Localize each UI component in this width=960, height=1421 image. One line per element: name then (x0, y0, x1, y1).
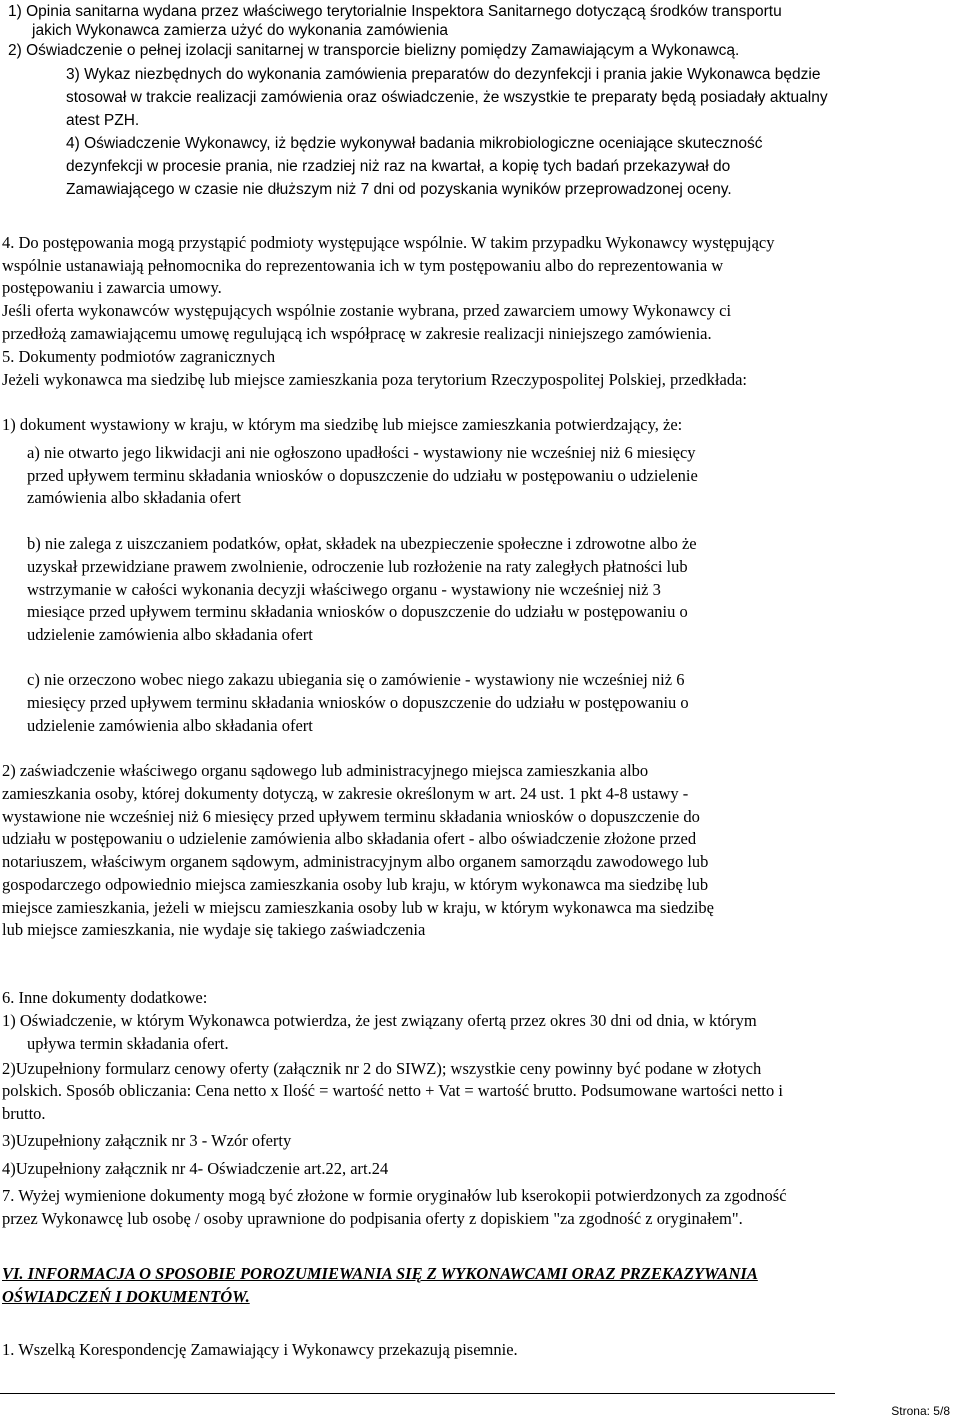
point-c-line-2: miesięcy przed upływem terminu składania wniosków o dopuszczenie do udziału w postępowaniu o (27, 693, 689, 712)
point-b-line-1: b) nie zalega z uiszczaniem podatków, opłat, składek na ubezpieczenie społeczne i zdrowotne albo że (27, 534, 697, 553)
page-number: Strona: 5/8 (891, 1404, 950, 1418)
section-5-point-2-line-8: lub miejsce zamieszkania, nie wydaje się takiego zaświadczenia (2, 920, 426, 939)
section-5-point-2-line-4: udziału w postępowaniu o udzielenie zamówienia albo składania ofert - albo oświadczenie złożone przed (2, 829, 697, 848)
section-7-line-1: 7. Wyżej wymienione dokumenty mogą być złożone w formie oryginałów lub kserokopii potwierdzonych za zgodność (2, 1186, 787, 1205)
item-3-line-1: 3) Wykaz niezbędnych do wykonania zamówienia preparatów do dezynfekcji i prania jakie Wykonawca będzie (66, 66, 821, 83)
section-5-point-2-line-3: wystawione nie wcześniej niż 6 miesięcy przed upływem terminu składania wniosków o dopuszczenie do (2, 807, 700, 826)
item-1-line-2: jakich Wykonawca zamierza użyć do wykonania zamówienia (32, 22, 448, 39)
point-a-line-2: przed upływem terminu składania wniosków o dopuszczenie do udziału w postępowaniu o udzielenie (27, 466, 698, 485)
section-5-point-2-line-6: gospodarczego odpowiednio miejsca zamieszkania osoby lub kraju, w którym wykonawca ma siedzibę lub (2, 875, 709, 894)
item-4-line-1: 4) Oświadczenie Wykonawcy, iż będzie wykonywał badania mikrobiologiczne oceniające skuteczność (66, 135, 763, 152)
section-6-item-2-line-1: 2)Uzupełniony formularz cenowy oferty (załącznik nr 2 do SIWZ); wszystkie ceny powinny być podane w złotych (2, 1059, 762, 1078)
section-6-item-2-line-2: polskich. Sposób obliczania: Cena netto x Ilość = wartość netto + Vat = wartość brutto. Podsumowane wartości netto i (2, 1081, 783, 1100)
chapter-vi-heading-line-1: VI. INFORMACJA O SPOSOBIE POROZUMIEWANIA SIĘ Z WYKONAWCAMI ORAZ PRZEKAZYWANIA (2, 1264, 758, 1283)
point-b-line-5: udzielenie zamówienia albo składania ofert (27, 625, 313, 644)
section-4-line-2: wspólnie ustanawiają pełnomocnika do reprezentowania ich w tym postępowaniu albo do reprezentowania w (2, 256, 724, 275)
section-6-item-1-line-1: 1) Oświadczenie, w którym Wykonawca potwierdza, że jest związany ofertą przez okres 30 dni od dnia, w którym (2, 1011, 757, 1030)
point-a-line-1: a) nie otwarto jego likwidacji ani nie ogłoszono upadłości - wystawiony nie wcześniej niż 6 miesięcy (27, 443, 696, 462)
section-6-item-2-line-3: brutto. (2, 1104, 46, 1123)
point-a-line-3: zamówienia albo składania ofert (27, 488, 241, 507)
item-2: 2) Oświadczenie o pełnej izolacji sanitarnej w transporcie bielizny pomiędzy Zamawiającym a Wykonawcą. (8, 42, 740, 59)
section-5-intro: Jeżeli wykonawca ma siedzibę lub miejsce zamieszkania poza terytorium Rzeczypospolitej Polskiej, przedkłada: (2, 370, 747, 389)
section-6-item-4: 4)Uzupełniony załącznik nr 4- Oświadczenie art.22, art.24 (2, 1159, 389, 1178)
section-4-line-1: 4. Do postępowania mogą przystąpić podmioty występujące wspólnie. W takim przypadku Wykonawcy występujący (2, 233, 775, 252)
point-b-line-4: miesiące przed upływem terminu składania wniosków o dopuszczenie do udziału w postępowaniu o (27, 602, 688, 621)
section-4-line-3: postępowaniu i zawarcia umowy. (2, 278, 222, 297)
item-1-line-1: 1) Opinia sanitarna wydana przez właściwego terytorialnie Inspektora Sanitarnego dotyczącą środków transportu (8, 3, 782, 20)
section-6-item-3: 3)Uzupełniony załącznik nr 3 - Wzór oferty (2, 1131, 292, 1150)
section-6-item-1-line-2: upływa termin składania ofert. (27, 1034, 229, 1053)
section-5-heading: 5. Dokumenty podmiotów zagranicznych (2, 347, 276, 366)
item-3-line-3: atest PZH. (66, 112, 140, 129)
section-5-point-2-line-2: zamieszkania osoby, której dokumenty dotyczą, w zakresie określonym w art. 24 ust. 1 pkt 4-8 ustawy - (2, 784, 689, 803)
point-c-line-1: c) nie orzeczono wobec niego zakazu ubiegania się o zamówienie - wystawiony nie wcześniej niż 6 (27, 670, 685, 689)
footer-divider (0, 1393, 835, 1394)
chapter-vi-point-1: 1. Wszelką Korespondencję Zamawiający i Wykonawcy przekazują pisemnie. (2, 1340, 518, 1359)
chapter-vi-heading-line-2: OŚWIADCZEŃ I DOKUMENTÓW. (2, 1287, 250, 1306)
section-5-point-2-line-7: miejsce zamieszkania, jeżeli w miejscu zamieszkania osoby lub w kraju, w którym wykonawca ma siedzibę (2, 898, 715, 917)
point-b-line-3: wstrzymanie w całości wykonania decyzji właściwego organu - wystawiony nie wcześniej niż 3 (27, 580, 661, 599)
section-5-point-2-line-5: notariuszem, właściwym organem sądowym, administracyjnym albo organem samorządu zawodowego lub (2, 852, 709, 871)
section-5-point-1: 1) dokument wystawiony w kraju, w którym ma siedzibę lub miejsce zamieszkania potwierdzający, że: (2, 415, 683, 434)
item-3-line-2: stosował w trakcie realizacji zamówienia oraz oświadczenie, że wszystkie te preparaty będą posiadały aktualny (66, 89, 828, 106)
item-4-line-3: Zamawiającego w czasie nie dłuższym niż 7 dni od pozyskania wyników przeprowadzonej oceny. (66, 181, 732, 198)
section-7-line-2: przez Wykonawcę lub osobę / osoby uprawnione do podpisania oferty z dopiskiem "za zgodność z oryginałem". (2, 1209, 743, 1228)
point-c-line-3: udzielenie zamówienia albo składania ofert (27, 716, 313, 735)
section-6-heading: 6. Inne dokumenty dodatkowe: (2, 988, 208, 1007)
section-4-line-4: Jeśli oferta wykonawców występujących wspólnie zostanie wybrana, przed zawarciem umowy Wykonawcy ci (2, 301, 732, 320)
point-b-line-2: uzyskał przewidziane prawem zwolnienie, odroczenie lub rozłożenie na raty zaległych płatności lub (27, 557, 688, 576)
section-4-line-5: przedłożą zamawiającemu umowę regulującą ich współpracę w zakresie realizacji niniejszego zamówienia. (2, 324, 712, 343)
section-5-point-2-line-1: 2) zaświadczenie właściwego organu sądowego lub administracyjnego miejsca zamieszkania albo (2, 761, 649, 780)
item-4-line-2: dezynfekcji w procesie prania, nie rzadziej niż raz na kwartał, a kopię tych badań przekazywał do (66, 158, 731, 175)
